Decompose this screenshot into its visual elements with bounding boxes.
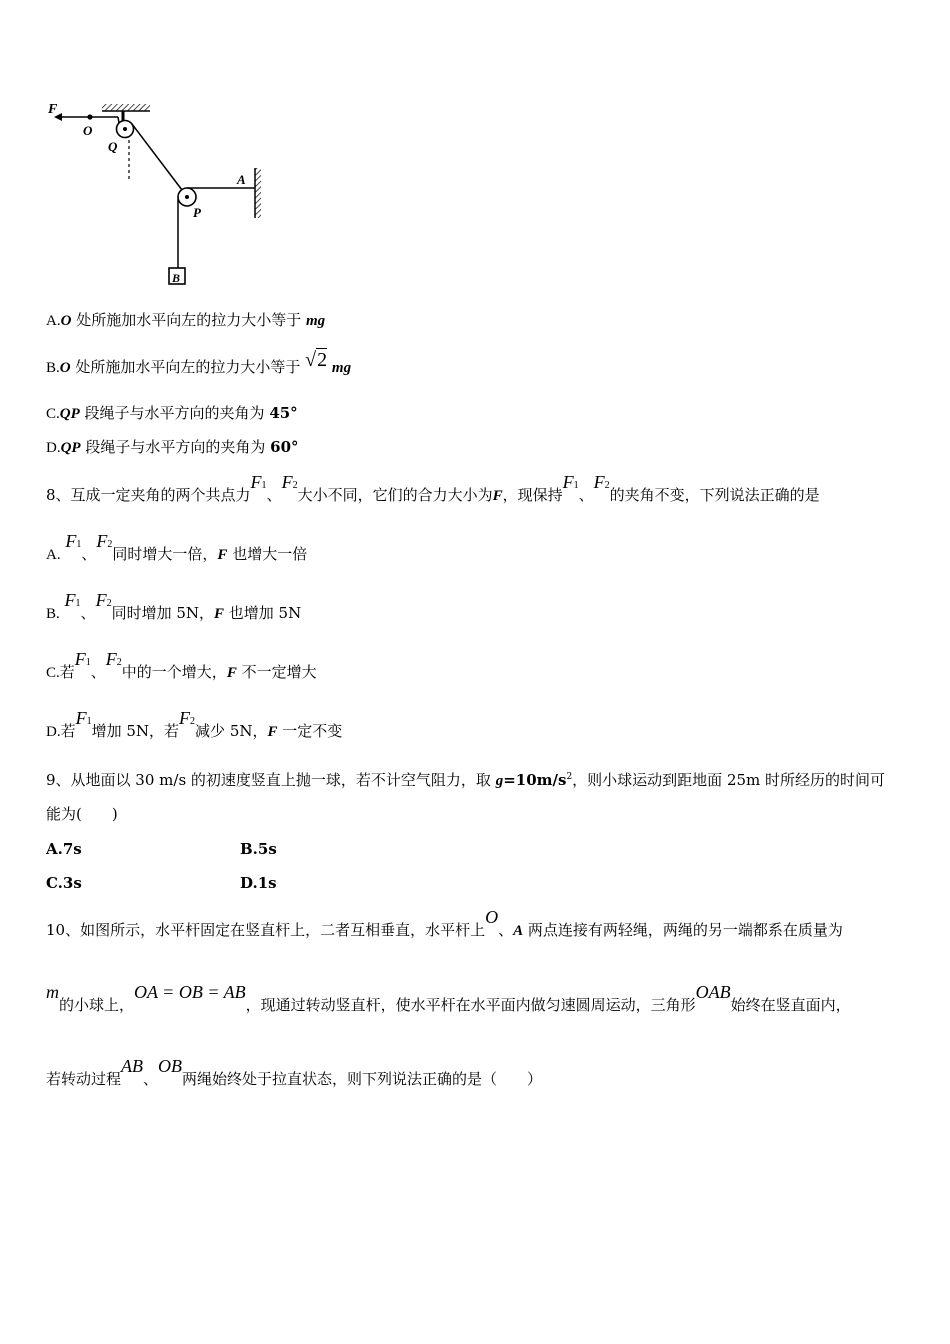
symbol-o: O — [59, 360, 71, 376]
option-label: C. — [46, 406, 60, 422]
option-text: 处所施加水平向左的拉力大小等于 — [70, 358, 306, 376]
symbol-o: O — [485, 907, 499, 927]
option-label: C. — [46, 665, 60, 681]
separator: 、 — [81, 545, 97, 563]
q9-option-b: B.5s — [240, 840, 277, 858]
q8-stem-text: 大小不同，它们的合力大小为 — [297, 486, 493, 504]
q8-stem-text: ，现保持 — [502, 486, 563, 504]
separator: 、 — [498, 921, 514, 939]
point-o — [87, 114, 92, 119]
symbol-f2: F2 — [105, 649, 122, 669]
option-text: 若 — [60, 722, 76, 740]
symbol-f2: F2 — [179, 708, 196, 728]
symbol-f1: F1 — [64, 590, 81, 610]
symbol-f: F — [267, 724, 278, 740]
q8-option-a — [46, 531, 308, 567]
sqrt-two: √2 — [305, 349, 328, 371]
option-text: 减少 5N， — [195, 722, 268, 740]
q8-stem-text: 8、互成一定夹角的两个共点力 — [46, 486, 251, 504]
separator: 、 — [90, 663, 106, 681]
symbol-f1: F1 — [250, 472, 267, 492]
option-text: 同时增加 5N， — [111, 604, 214, 622]
symbol-f1: F1 — [65, 531, 82, 551]
q10-stem-line3 — [46, 1056, 543, 1089]
option-text: 段绳子与水平方向的夹角为 — [80, 438, 271, 456]
option-text: 一定不变 — [277, 722, 343, 740]
symbol-g: g — [495, 773, 504, 789]
q10-stem-line1 — [46, 907, 843, 941]
q10-stem-text: 的小球上， — [59, 996, 135, 1014]
symbol-f2: F2 — [95, 590, 112, 610]
separator: 、 — [80, 604, 96, 622]
rope-qp — [132, 124, 182, 190]
symbol-f: F — [217, 547, 228, 563]
option-text: 处所施加水平向左的拉力大小等于 — [71, 311, 306, 329]
symbol-f2: F2 — [96, 531, 113, 551]
option-text: 增加 5N，若 — [91, 722, 180, 740]
symbol-qp: QP — [60, 440, 81, 456]
label-p: P — [193, 205, 201, 220]
angle-value: 60° — [270, 438, 299, 456]
label-q: Q — [108, 139, 118, 154]
option-text: 中的一个增大， — [121, 663, 227, 681]
q10-stem-text: 两绳始终处于拉直状态，则下列说法正确的是（ ） — [182, 1070, 543, 1088]
option-label: D. — [46, 724, 61, 740]
q7-option-a — [46, 310, 325, 331]
option-label: A. — [46, 313, 61, 329]
separator: 、 — [578, 486, 594, 504]
symbol-f1: F1 — [75, 708, 92, 728]
q9-stem-text: =10m/s — [503, 771, 567, 789]
q7-option-c — [46, 403, 298, 424]
symbol-f: F — [214, 606, 225, 622]
q9-stem-line1 — [46, 767, 885, 791]
label-o: O — [83, 123, 93, 138]
equation: OA = OB = AB — [134, 982, 246, 1002]
option-label: B. — [46, 606, 60, 622]
symbol-ab: AB — [121, 1056, 144, 1076]
symbol-oab: OAB — [695, 982, 731, 1002]
ceiling-support — [102, 104, 150, 111]
q9-stem-text: 9、从地面以 30 m/s 的初速度竖直上抛一球，若不计空气阻力，取 — [46, 771, 496, 789]
symbol-f1: F1 — [562, 472, 579, 492]
symbol-f: F — [226, 665, 237, 681]
q10-stem-text: 两点连接有两轻绳，两绳的另一端都系在质量为 — [523, 921, 843, 939]
q10-stem-text: ，现通过转动竖直杆，使水平杆在水平面内做匀速圆周运动，三角形 — [245, 996, 696, 1014]
q10-stem-text: 若转动过程 — [46, 1070, 122, 1088]
wall-a — [255, 168, 261, 218]
q8-option-d — [46, 708, 343, 744]
symbol-a: A — [513, 923, 524, 939]
option-text: 不一定增大 — [236, 663, 317, 681]
q8-option-c — [46, 649, 317, 685]
option-text: 也增加 5N — [224, 604, 302, 622]
q8-stem — [46, 472, 820, 508]
option-text: 段绳子与水平方向的夹角为 — [79, 404, 270, 422]
option-text: 同时增大一倍， — [112, 545, 218, 563]
angle-value: 45° — [269, 404, 298, 422]
q9-option-a: A.7s — [46, 840, 82, 858]
q7-option-d — [46, 437, 299, 458]
q9-stem-text: ，则小球运动到距地面 25m 时所经历的时间可 — [572, 771, 886, 789]
symbol-f2: F2 — [593, 472, 610, 492]
label-b: B — [172, 271, 181, 285]
q9-stem-line2: 能为( ) — [46, 805, 118, 823]
symbol-f2: F2 — [281, 472, 298, 492]
separator: 、 — [143, 1070, 159, 1088]
option-text: 若 — [59, 663, 75, 681]
option-label: A. — [46, 547, 61, 563]
label-f: F — [48, 102, 58, 117]
q8-option-b — [46, 590, 302, 626]
q9-option-d: D.1s — [240, 874, 277, 892]
q10-stem-line2 — [46, 982, 851, 1015]
symbol-m: m — [46, 982, 59, 1002]
pulley-figure — [40, 96, 280, 296]
separator: 、 — [266, 486, 282, 504]
symbol-mg: mg — [331, 360, 352, 376]
symbol-f: F — [492, 488, 503, 504]
superscript: 2 — [566, 772, 573, 782]
option-text: 也增大一倍 — [227, 545, 308, 563]
symbol-qp: QP — [59, 406, 80, 422]
q9-option-c: C.3s — [46, 874, 82, 892]
symbol-mg: mg — [305, 313, 326, 329]
label-a: A — [237, 172, 246, 187]
q10-stem-text: 10、如图所示，水平杆固定在竖直杆上，二者互相垂直，水平杆上 — [46, 921, 486, 939]
q7-option-b — [46, 349, 352, 378]
symbol-ob: OB — [158, 1056, 183, 1076]
symbol-f1: F1 — [74, 649, 91, 669]
option-label: D. — [46, 440, 61, 456]
q8-stem-text: 的夹角不变，下列说法正确的是 — [609, 486, 820, 504]
option-label: B. — [46, 360, 60, 376]
q10-stem-text: 始终在竖直面内， — [730, 996, 851, 1014]
symbol-o: O — [60, 313, 72, 329]
